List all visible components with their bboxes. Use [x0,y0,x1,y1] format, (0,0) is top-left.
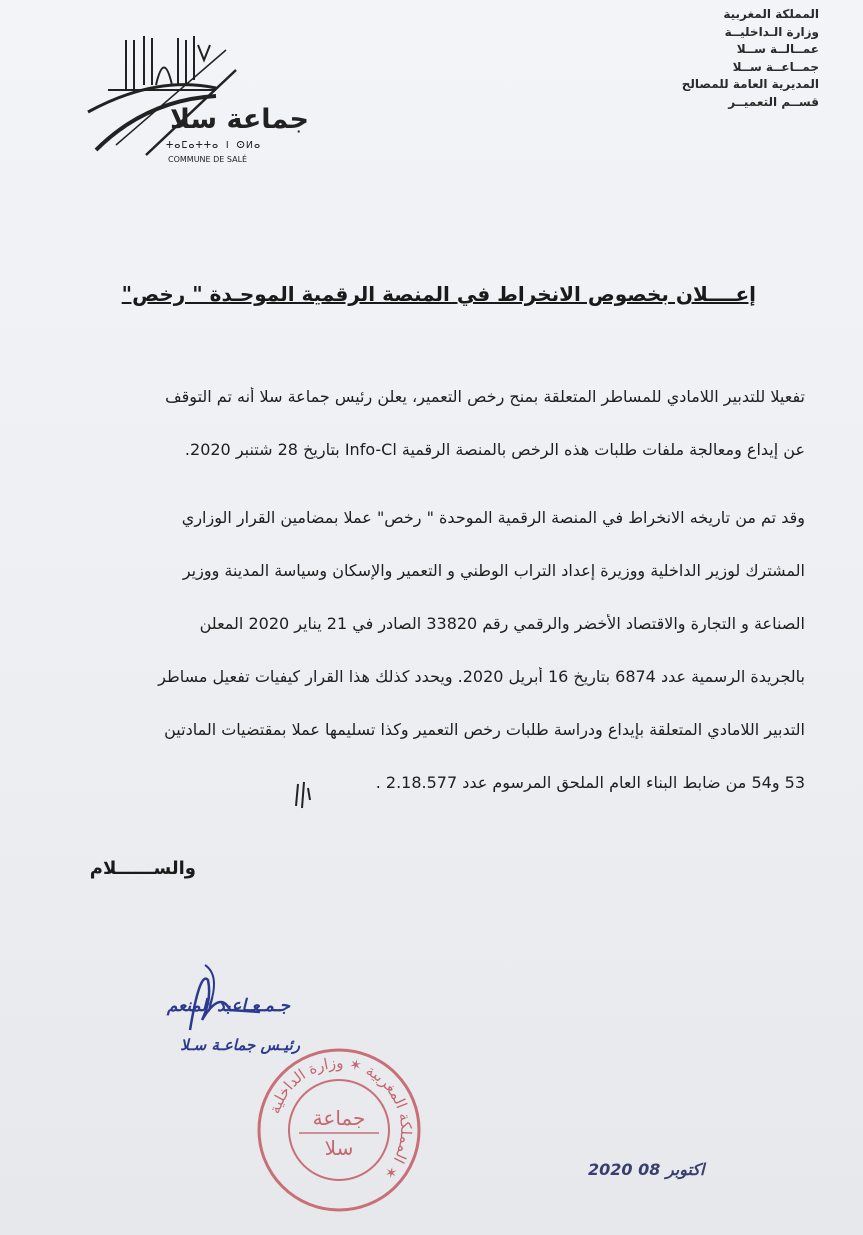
header-line: قســم التعميــر [728,94,819,109]
header-line: عمــالــة ســلا [736,42,819,56]
paragraph-line: بالجريدة الرسمية عدد 6874 بتاريخ 16 أبريل 2020. ويحدد كذلك هذا القرار كيفيات تفعيل مساطر [158,667,805,686]
logo-arabic-text: جماعة سلا [170,104,309,135]
letterhead-header [659,6,819,111]
handwritten-mark-icon [292,780,314,810]
closing-salutation: والســــــلام [89,858,196,879]
signatory-name: جـمـعـاعبد المنعم [166,996,290,1016]
paragraph-line: المشترك لوزير الداخلية ووزيرة إعداد التراب الوطني و التعمير والإسكان وسياسة المدينة ووزير [182,561,805,580]
paragraph-line: عن إيداع ومعالجة ملفات طلبات هذه الرخص بالمنصة الرقمية Info-Cl بتاريخ 28 شتنبر 2020. [184,440,805,459]
date-stamp: 2020 اكتوبر 08 [588,1160,705,1179]
announcement-title: إعــــلان بخصوص الانخراط في المنصة الرقمية الموحـدة " رخص" [121,282,756,306]
paragraph-line: وقد تم من تاريخه الانخراط في المنصة الرقمية الموحدة " رخص" عملا بمضامين القرار الوزاري [181,508,805,527]
paragraph-line: 53 و54 من ضابط البناء العام الملحق المرسوم عدد 2.18.577 . [375,773,805,792]
paragraph-2 [90,508,805,826]
header-line: جمــاعــة ســلا [732,59,819,74]
stamp-ring-text: المملكة المغربية ✶ وزارة الداخلية ✶ [265,1053,416,1183]
header-line: وزارة الـداخليــة [724,24,819,39]
paragraph-line: الصناعة و التجارة والاقتصاد الأخضر والرقمي رقم 33820 الصادر في 21 يناير 2020 المعلن [199,614,805,633]
paragraph-line: تفعيلا للتدبير اللامادي للمساطر المتعلقة بمنح رخص التعمير، يعلن رئيس جماعة سلا أنه تم التوقف [165,387,805,406]
official-stamp-icon [254,1045,424,1215]
paragraph-1 [100,387,805,493]
header-line: المديرية العامة للمصالح [681,77,819,91]
signatory-role: رئيـس جماعـة سـلا [180,1036,300,1054]
stamp-center-bottom: سلا [324,1136,354,1160]
paragraph-line: التدبير اللامادي المتعلقة بإيداع ودراسة طلبات رخص التعمير وكذا تسليمها عملا بمقتضيات المادتين [164,720,805,739]
logo-tifinagh-text: ⵜⴰⵎⴰⵜⵜⴰ ⵏ ⵙⵍⴰ [166,140,262,151]
stamp-center-top: جماعة [312,1106,366,1130]
logo-french-text: COMMUNE DE SALÉ [168,155,248,164]
header-line: المملكة المغربية [723,7,819,21]
